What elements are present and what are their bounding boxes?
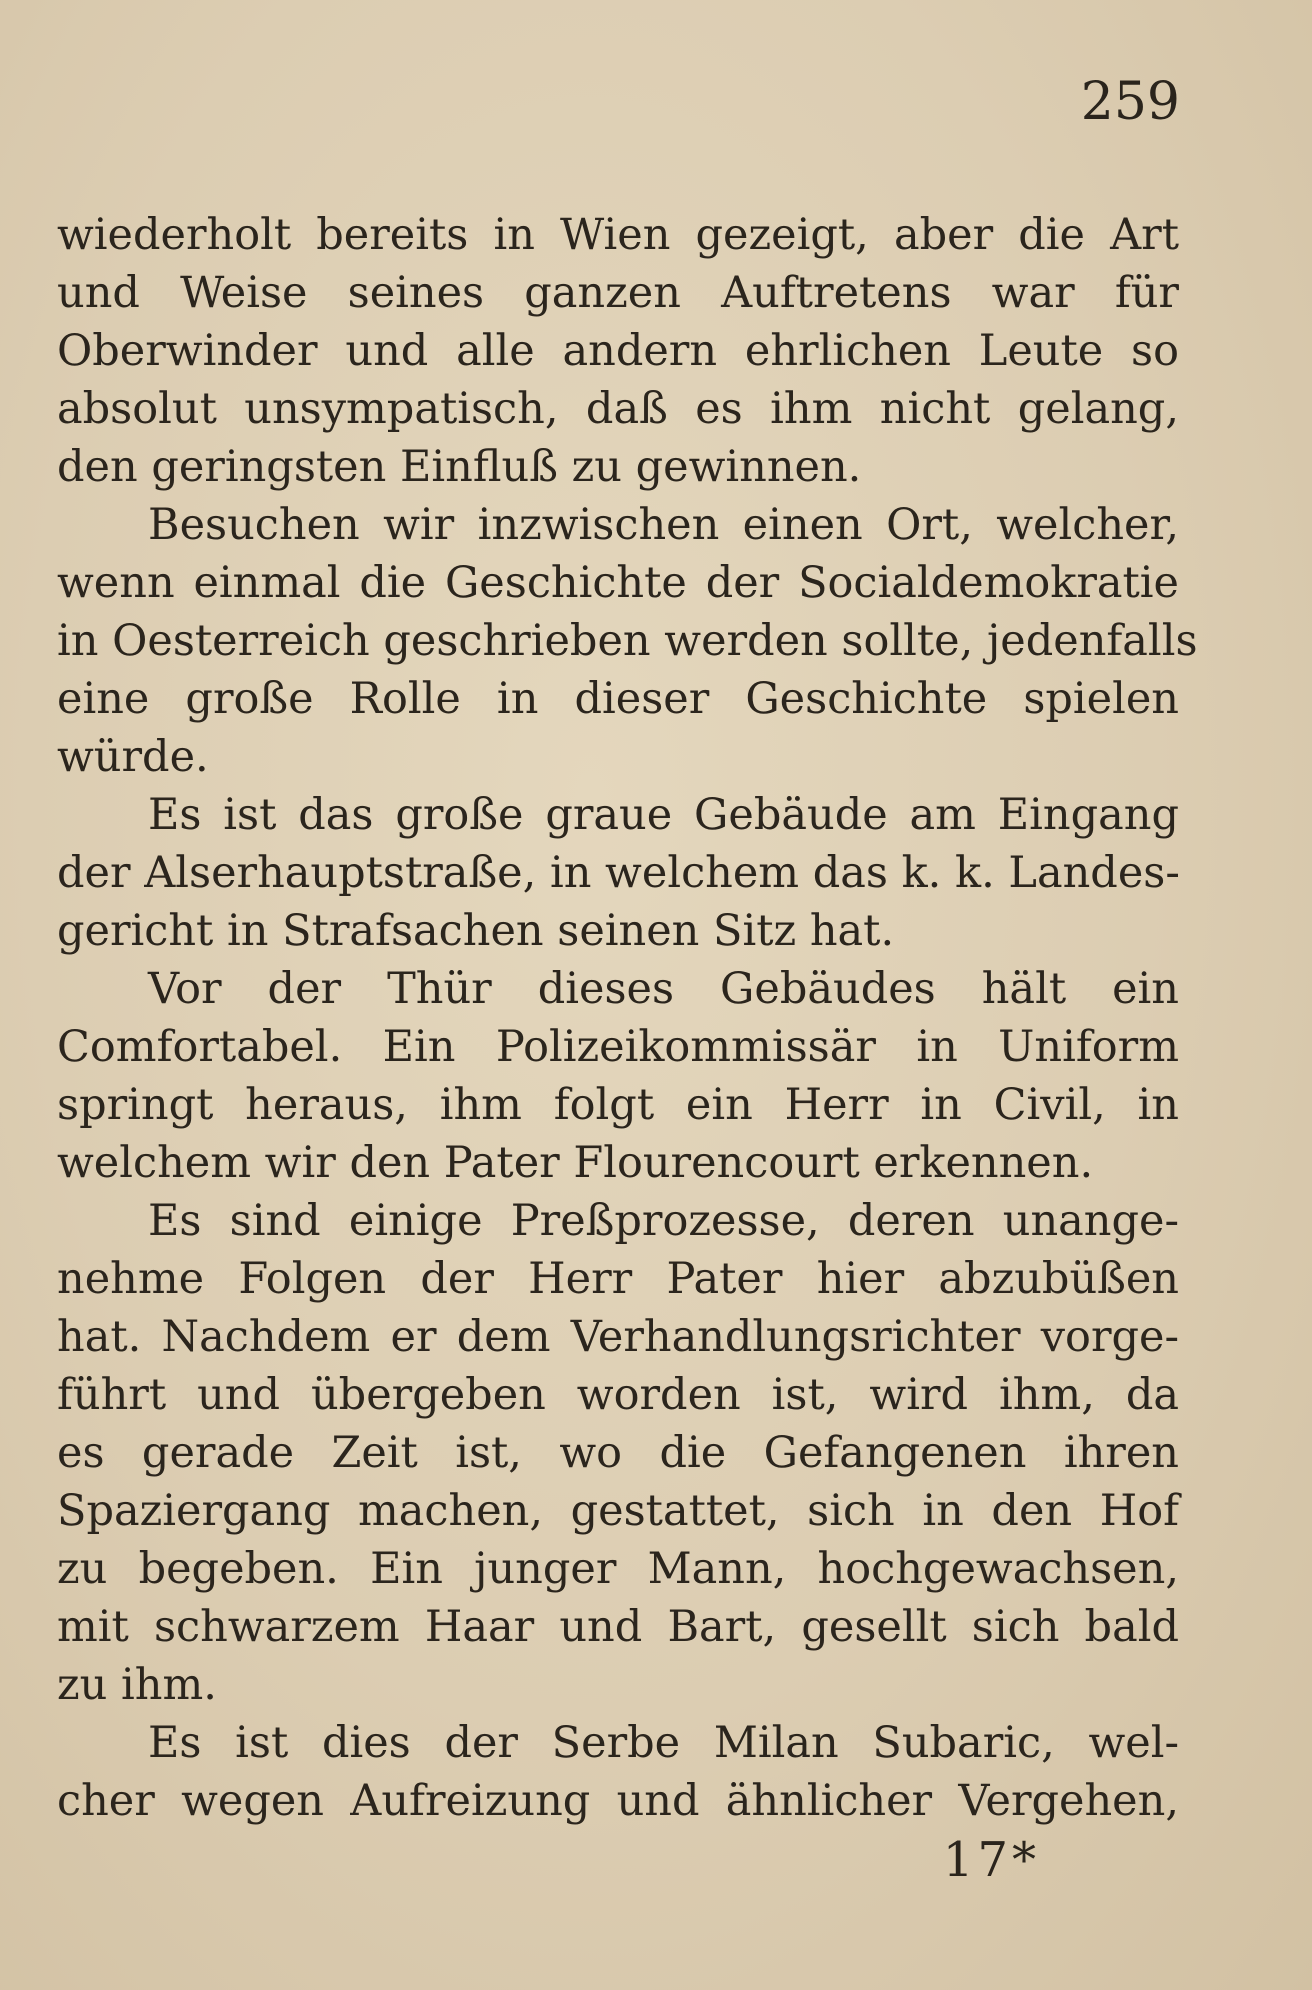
text-line: absolut unsympatisch, daß es ihm nicht gelang,: [57, 384, 1179, 434]
text-line: eine große Rolle in dieser Geschichte spielen: [57, 674, 1179, 724]
signature-mark: 17*: [942, 1832, 1040, 1888]
text-line: Es sind einige Preßprozesse, deren unange-: [148, 1196, 1179, 1246]
text-line: in Oesterreich geschrieben werden sollte, jedenfalls: [57, 616, 1198, 666]
body-text: [57, 206, 1198, 1830]
text-line: wenn einmal die Geschichte der Socialdemokratie: [57, 558, 1179, 608]
text-line: zu begeben. Ein junger Mann, hochgewachsen,: [57, 1544, 1179, 1594]
text-line: der Alserhauptstraße, in welchem das k. k. Landes-: [57, 848, 1180, 898]
text-line: und Weise seines ganzen Auftretens war für: [57, 268, 1179, 318]
page-number: 259: [1080, 72, 1180, 132]
text-line: gericht in Strafsachen seinen Sitz hat.: [57, 906, 895, 956]
text-line: führt und übergeben worden ist, wird ihm, da: [57, 1370, 1179, 1420]
text-line: den geringsten Einfluß zu gewinnen.: [57, 442, 862, 492]
text-line: Es ist dies der Serbe Milan Subaric, wel-: [148, 1718, 1179, 1768]
text-line: Comfortabel. Ein Polizeikommissär in Uniform: [57, 1022, 1179, 1072]
text-line: springt heraus, ihm folgt ein Herr in Civil, in: [57, 1080, 1179, 1130]
text-line: zu ihm.: [57, 1660, 217, 1710]
text-line: es gerade Zeit ist, wo die Gefangenen ihren: [57, 1428, 1179, 1478]
text-line: Spaziergang machen, gestattet, sich in den Hof: [57, 1486, 1179, 1536]
text-line: nehme Folgen der Herr Pater hier abzubüßen: [57, 1254, 1179, 1304]
text-line: welchem wir den Pater Flourencourt erkennen.: [57, 1138, 1094, 1188]
text-line: würde.: [57, 732, 209, 782]
text-line: mit schwarzem Haar und Bart, gesellt sich bald: [57, 1602, 1179, 1652]
text-line: hat. Nachdem er dem Verhandlungsrichter vorge-: [57, 1312, 1179, 1362]
text-line: wiederholt bereits in Wien gezeigt, aber die Art: [57, 210, 1179, 260]
text-line: Es ist das große graue Gebäude am Eingang: [148, 790, 1179, 840]
text-line: cher wegen Aufreizung und ähnlicher Vergehen,: [57, 1776, 1179, 1826]
text-line: Besuchen wir inzwischen einen Ort, welcher,: [148, 500, 1179, 550]
text-line: Oberwinder und alle andern ehrlichen Leute so: [57, 326, 1179, 376]
text-line: Vor der Thür dieses Gebäudes hält ein: [148, 964, 1179, 1014]
